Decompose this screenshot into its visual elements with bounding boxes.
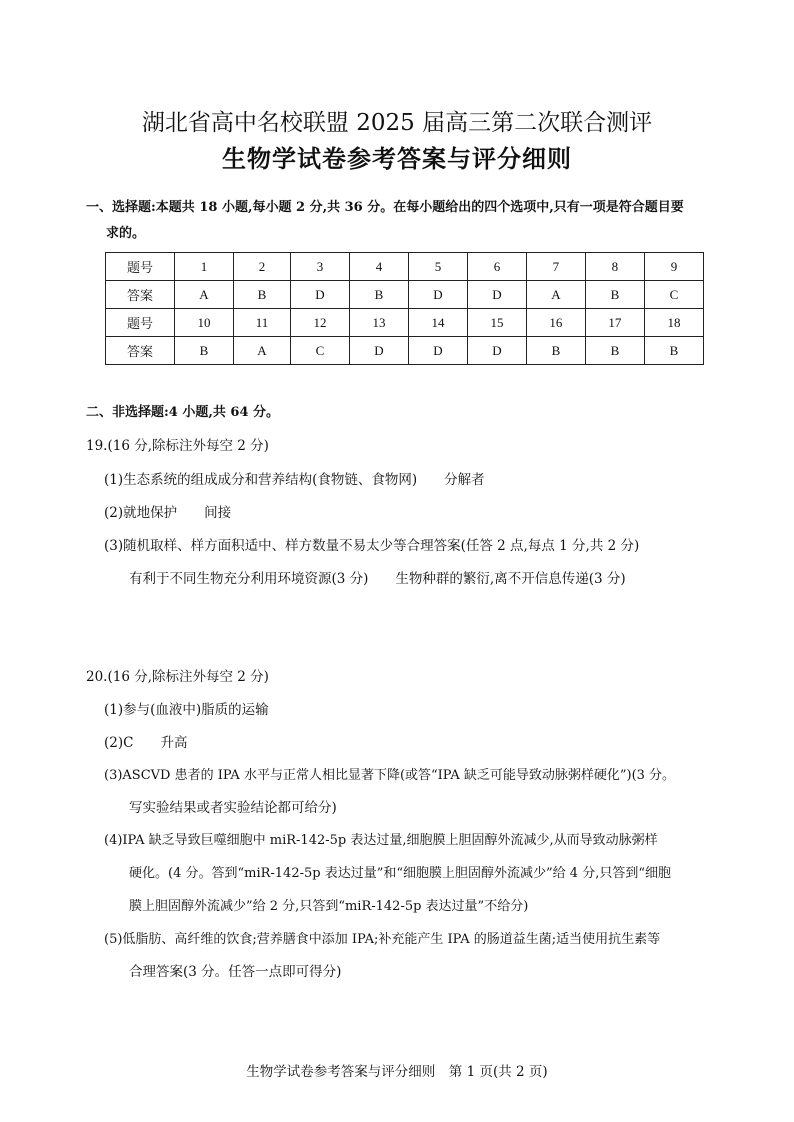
table-cell: B [585,281,644,309]
table-cell: D [467,281,526,309]
table-cell: 15 [467,309,526,337]
q20-heading: 20.(16 分,除标注外每空 2 分) [86,669,269,685]
q19-line: (2)就地保护 间接 [104,505,232,521]
table-row [106,309,704,337]
table-cell: 17 [585,309,644,337]
table-cell: B [526,337,585,365]
table-cell: 10 [175,309,234,337]
q20-line: (2)C 升高 [104,735,188,751]
q19-line: (1)生态系统的组成成分和营养结构(食物链、食物网) 分解者 [104,472,485,488]
q20-line: 写实验结果或者实验结论都可给分) [129,800,337,816]
q19-line: 有利于不同生物充分利用环境资源(3 分) 生物种群的繁衍,离不开信息传递(3 分) [129,571,626,587]
q20-line: (3)ASCVD 患者的 IPA 水平与正常人相比显著下降(或答“IPA 缺乏可能导致动脉粥样硬化”)(3 分。 [104,768,676,783]
table-cell: 4 [349,253,408,281]
table-cell: 2 [233,253,290,281]
table-cell: B [175,337,234,365]
table-cell: D [408,337,467,365]
table-cell: D [467,337,526,365]
table-cell: 16 [526,309,585,337]
q20-line: 膜上胆固醇外流减少”给 2 分,只答到“miR-142-5p 表达过量”不给分) [129,899,529,914]
answer-table [105,252,704,365]
table-cell: 3 [291,253,350,281]
table-cell: A [526,281,585,309]
q20-line: (5)低脂肪、高纤维的饮食;营养膳食中添加 IPA;补充能产生 IPA 的肠道益生菌;适当使用抗生素等 [104,932,661,947]
table-cell: A [175,281,234,309]
table-cell: 6 [467,253,526,281]
table-cell: D [349,337,408,365]
table-cell: 7 [526,253,585,281]
table-cell: C [291,337,350,365]
page-footer: 生物学试卷参考答案与评分细则 第 1 页(共 2 页) [246,1064,548,1080]
table-cell: 9 [644,253,703,281]
table-cell: 答案 [106,281,175,309]
section2-heading: 二、非选择题:4 小题,共 64 分。 [86,405,280,420]
table-row [106,253,704,281]
q19-heading: 19.(16 分,除标注外每空 2 分) [86,438,269,454]
table-cell: B [349,281,408,309]
page-title: 湖北省高中名校联盟 2025 届高三第二次联合测评 [141,110,653,136]
q20-line: (4)IPA 缺乏导致巨噬细胞中 miR-142-5p 表达过量,细胞膜上胆固醇外流减少,从而导致动脉粥样 [104,833,658,848]
table-cell: 5 [408,253,467,281]
table-cell: B [233,281,290,309]
table-cell: D [408,281,467,309]
section1-heading-cont: 求的。 [106,226,146,241]
table-cell: B [585,337,644,365]
q20-line: 合理答案(3 分。任答一点即可得分) [129,964,342,980]
table-cell: 12 [291,309,350,337]
table-cell: 18 [644,309,703,337]
table-cell: 13 [349,309,408,337]
table-cell: 题号 [106,309,175,337]
page-subtitle: 生物学试卷参考答案与评分细则 [222,144,572,173]
q20-line: (1)参与(血液中)脂质的运输 [104,702,269,718]
table-row [106,281,704,309]
table-cell: 题号 [106,253,175,281]
section1-heading: 一、选择题:本题共 18 小题,每小题 2 分,共 36 分。在每小题给出的四个选项中,只有一项是符合题目要 [86,200,684,215]
table-cell: D [291,281,350,309]
table-cell: 11 [233,309,290,337]
table-cell: A [233,337,290,365]
table-cell: 1 [175,253,234,281]
q19-line: (3)随机取样、样方面积适中、样方数量不易太少等合理答案(任答 2 点,每点 1 分,共 2 分) [104,538,640,554]
q20-line: 硬化。(4 分。答到“miR-142-5p 表达过量”和“细胞膜上胆固醇外流减少”给 4 分,只答到“细胞 [129,866,671,881]
table-row [106,337,704,365]
table-cell: 8 [585,253,644,281]
table-cell: C [644,281,703,309]
table-cell: 答案 [106,337,175,365]
table-cell: B [644,337,703,365]
table-cell: 14 [408,309,467,337]
